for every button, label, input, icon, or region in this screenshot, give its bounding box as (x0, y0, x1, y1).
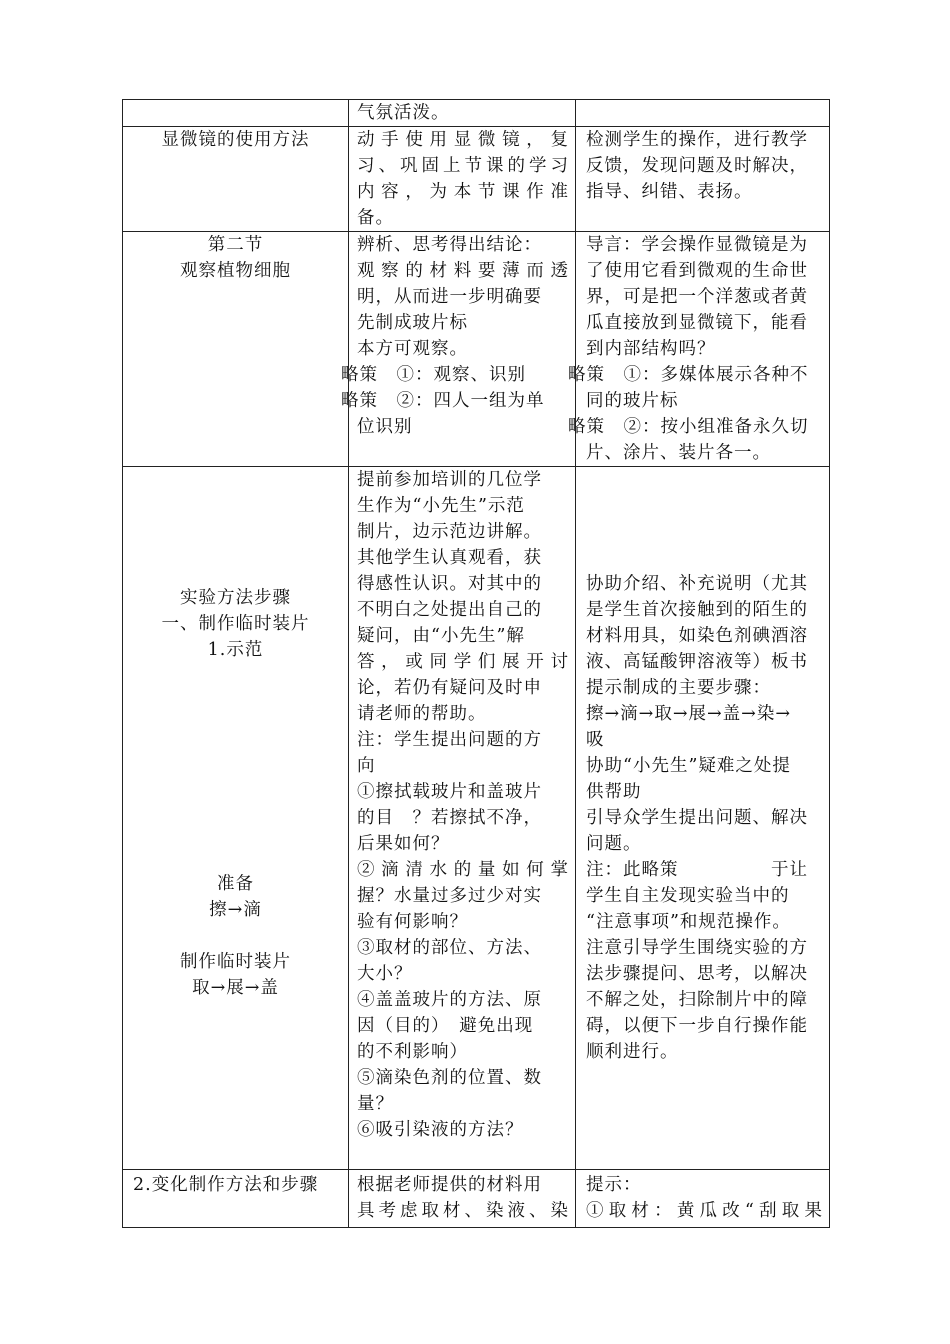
cell-text-line: 注意引导学生围绕实验的方 (586, 938, 808, 958)
cell-text-line: 协助“小先生”疑难之处提 (586, 756, 791, 776)
table-cell-activity (123, 1170, 349, 1228)
cell-text-line: 量？ (357, 1094, 394, 1114)
table-row (123, 1170, 830, 1228)
cell-text-line: 到内部结构吗？ (586, 339, 716, 359)
cell-text-line: 制片，边示范边讲解。 (357, 522, 542, 542)
cell-text-line: 顺利进行。 (586, 1042, 679, 1062)
cell-text-line: 本方可观察。 (357, 339, 468, 359)
cell-text-line: 位识别 (357, 417, 413, 437)
cell-text-line: 引导众学生提出问题、解决 (586, 808, 808, 828)
cell-text-line: 提示： (586, 1175, 642, 1195)
cell-text-line: 验有何影响？ (357, 912, 468, 932)
cell-text-line: 2.变化制作方法和步骤 (133, 1175, 319, 1195)
cell-text-line: 界，可是把一个洋葱或者黄 (586, 287, 808, 307)
cell-text-line: 向 (357, 756, 376, 776)
cell-text-line: 观察植物细胞 (180, 261, 291, 281)
cell-text-line: 根据老师提供的材料用 (357, 1175, 542, 1195)
table-cell-activity (123, 232, 349, 467)
table-cell-student-activity (349, 467, 576, 1170)
cell-text-line: 习、巩固上节课的学习 (357, 156, 569, 176)
cell-text-line: 提示制成的主要步骤： (586, 678, 771, 698)
cell-text-line: 内容，为本节课作准 (357, 182, 569, 202)
table-cell-teacher-activity (568, 232, 830, 467)
cell-text-line: 同的玻片标 (586, 391, 679, 411)
cell-text-line: 不明白之处提出自己的 (357, 600, 542, 620)
table-cell-teacher-activity (576, 127, 830, 232)
cell-text-line: 瓜直接放到显微镜下，能看 (586, 313, 808, 333)
cell-text-line: 动手使用显微镜，复 (357, 130, 569, 150)
cell-spacer (123, 923, 348, 949)
table-row (123, 127, 830, 232)
table-cell-student-activity (341, 232, 576, 467)
cell-text-line: 了使用它看到微观的生命世 (586, 261, 808, 281)
table-cell-teacher-activity (576, 100, 830, 127)
table-cell-teacher-activity (576, 467, 830, 1170)
cell-text-line: 擦→滴 (209, 900, 262, 920)
cell-text-line: 提前参加培训的几位学 (357, 470, 542, 490)
cell-text-line: 反馈，发现问题及时解决， (586, 156, 808, 176)
cell-text-line: 得感性认识。对其中的 (357, 574, 542, 594)
cell-text-line: 略策 ①：观察、识别 (341, 365, 526, 385)
cell-text-line: ②滴清水的量如何掌 (357, 860, 569, 880)
table-cell-activity (123, 100, 349, 127)
cell-text-line: 气氛活泼。 (357, 103, 450, 123)
cell-text-line: ③取材的部位、方法、 (357, 938, 542, 958)
cell-text-line: ④盖盖玻片的方法、原 (357, 990, 542, 1010)
cell-text-line: ⑥吸引染液的方法？ (357, 1120, 524, 1140)
cell-text-line: 片、涂片、装片各一。 (586, 443, 771, 463)
table-cell-activity (123, 127, 349, 232)
cell-text-line: 后果如何？ (357, 834, 450, 854)
cell-text-line: 略策 ①：多媒体展示各种不 (568, 365, 809, 385)
cell-text-line: 答，或同学们展开讨 (357, 652, 569, 672)
cell-text-line: 先制成玻片标 (357, 313, 468, 333)
cell-text-line: 疑问，由“小先生”解 (357, 626, 525, 646)
cell-text-line: 协助介绍、补充说明（尤其 (586, 574, 808, 594)
cell-text-line: 具考虑取材、染液、染 (357, 1201, 569, 1221)
cell-spacer (123, 663, 348, 871)
cell-text-line: 生作为“小先生”示范 (357, 496, 525, 516)
cell-text-line: 备。 (357, 208, 394, 228)
cell-text-line: 第二节 (207, 235, 264, 255)
cell-text-line: 因（目的） 避免出现 (357, 1016, 534, 1036)
cell-text-line: 注：学生提出问题的方 (357, 730, 542, 750)
cell-text-line: 1.示范 (207, 640, 264, 660)
cell-text-line: 是学生首次接触到的陌生的 (586, 600, 808, 620)
cell-text-line: 实验方法步骤 (180, 588, 291, 608)
cell-text-line: 供帮助 (586, 782, 642, 802)
cell-text-line: 的不利影响） (357, 1042, 468, 1062)
cell-text-line: 擦→滴→取→展→盖→染→ (586, 704, 791, 724)
cell-text-line: 检测学生的操作，进行教学 (586, 130, 808, 150)
cell-text-line: ⑤滴染色剂的位置、数 (357, 1068, 542, 1088)
cell-text-line: “注意事项”和规范操作。 (586, 912, 791, 932)
cell-text-line: 注：此略策 于让 (586, 860, 808, 880)
cell-text-line: 导言：学会操作显微镜是为 (586, 235, 808, 255)
cell-text-line: ①擦拭载玻片和盖玻片 (357, 782, 542, 802)
table-cell-teacher-activity (576, 1170, 830, 1228)
cell-text-line: 明，从而进一步明确要 (357, 287, 542, 307)
table-cell-student-activity (349, 1170, 576, 1228)
cell-text-line: 液、高锰酸钾溶液等）板书 (586, 652, 808, 672)
table-row (123, 467, 830, 1170)
cell-text-line: 吸 (586, 730, 605, 750)
cell-text-line: 其他学生认真观看，获 (357, 548, 542, 568)
cell-text-line: 辨析、思考得出结论： (357, 235, 542, 255)
table-row (123, 232, 830, 467)
table-row (123, 100, 830, 127)
cell-text-line: 论，若仍有疑问及时申 (357, 678, 542, 698)
cell-text-line: 指导、纠错、表扬。 (586, 182, 753, 202)
cell-text-line: 取→展→盖 (192, 978, 279, 998)
cell-text-line: 显微镜的使用方法 (161, 130, 310, 150)
table-cell-activity (123, 467, 349, 1170)
lesson-plan-table (122, 99, 830, 1228)
cell-text-line: 不解之处，扫除制片中的障 (586, 990, 808, 1010)
cell-text-line: 略策 ②：按小组准备永久切 (568, 417, 809, 437)
table-cell-student-activity (349, 100, 576, 127)
cell-text-line: 学生自主发现实验当中的 (586, 886, 790, 906)
cell-text-line: 制作临时装片 (180, 952, 291, 972)
cell-text-line: 法步骤提问、思考，以解决 (586, 964, 808, 984)
cell-text-line: 握？水量过多过少对实 (357, 886, 542, 906)
cell-text-line: 观察的材料要薄而透 (357, 261, 569, 281)
cell-text-line: 请老师的帮助。 (357, 704, 487, 724)
cell-text-line: 的目 ？若擦拭不净， (357, 808, 542, 828)
cell-text-line: ①取材：黄瓜改“刮取果 (586, 1201, 823, 1221)
cell-text-line: 一、制作临时装片 (161, 614, 310, 634)
table-cell-student-activity (349, 127, 576, 232)
cell-text-line: 碍，以便下一步自行操作能 (586, 1016, 808, 1036)
cell-text-line: 大小？ (357, 964, 413, 984)
cell-text-line: 准备 (217, 874, 254, 894)
cell-text-line: 问题。 (586, 834, 642, 854)
cell-text-line: 略策 ②：四人一组为单 (341, 391, 545, 411)
cell-text-line: 材料用具，如染色剂碘酒溶 (586, 626, 808, 646)
